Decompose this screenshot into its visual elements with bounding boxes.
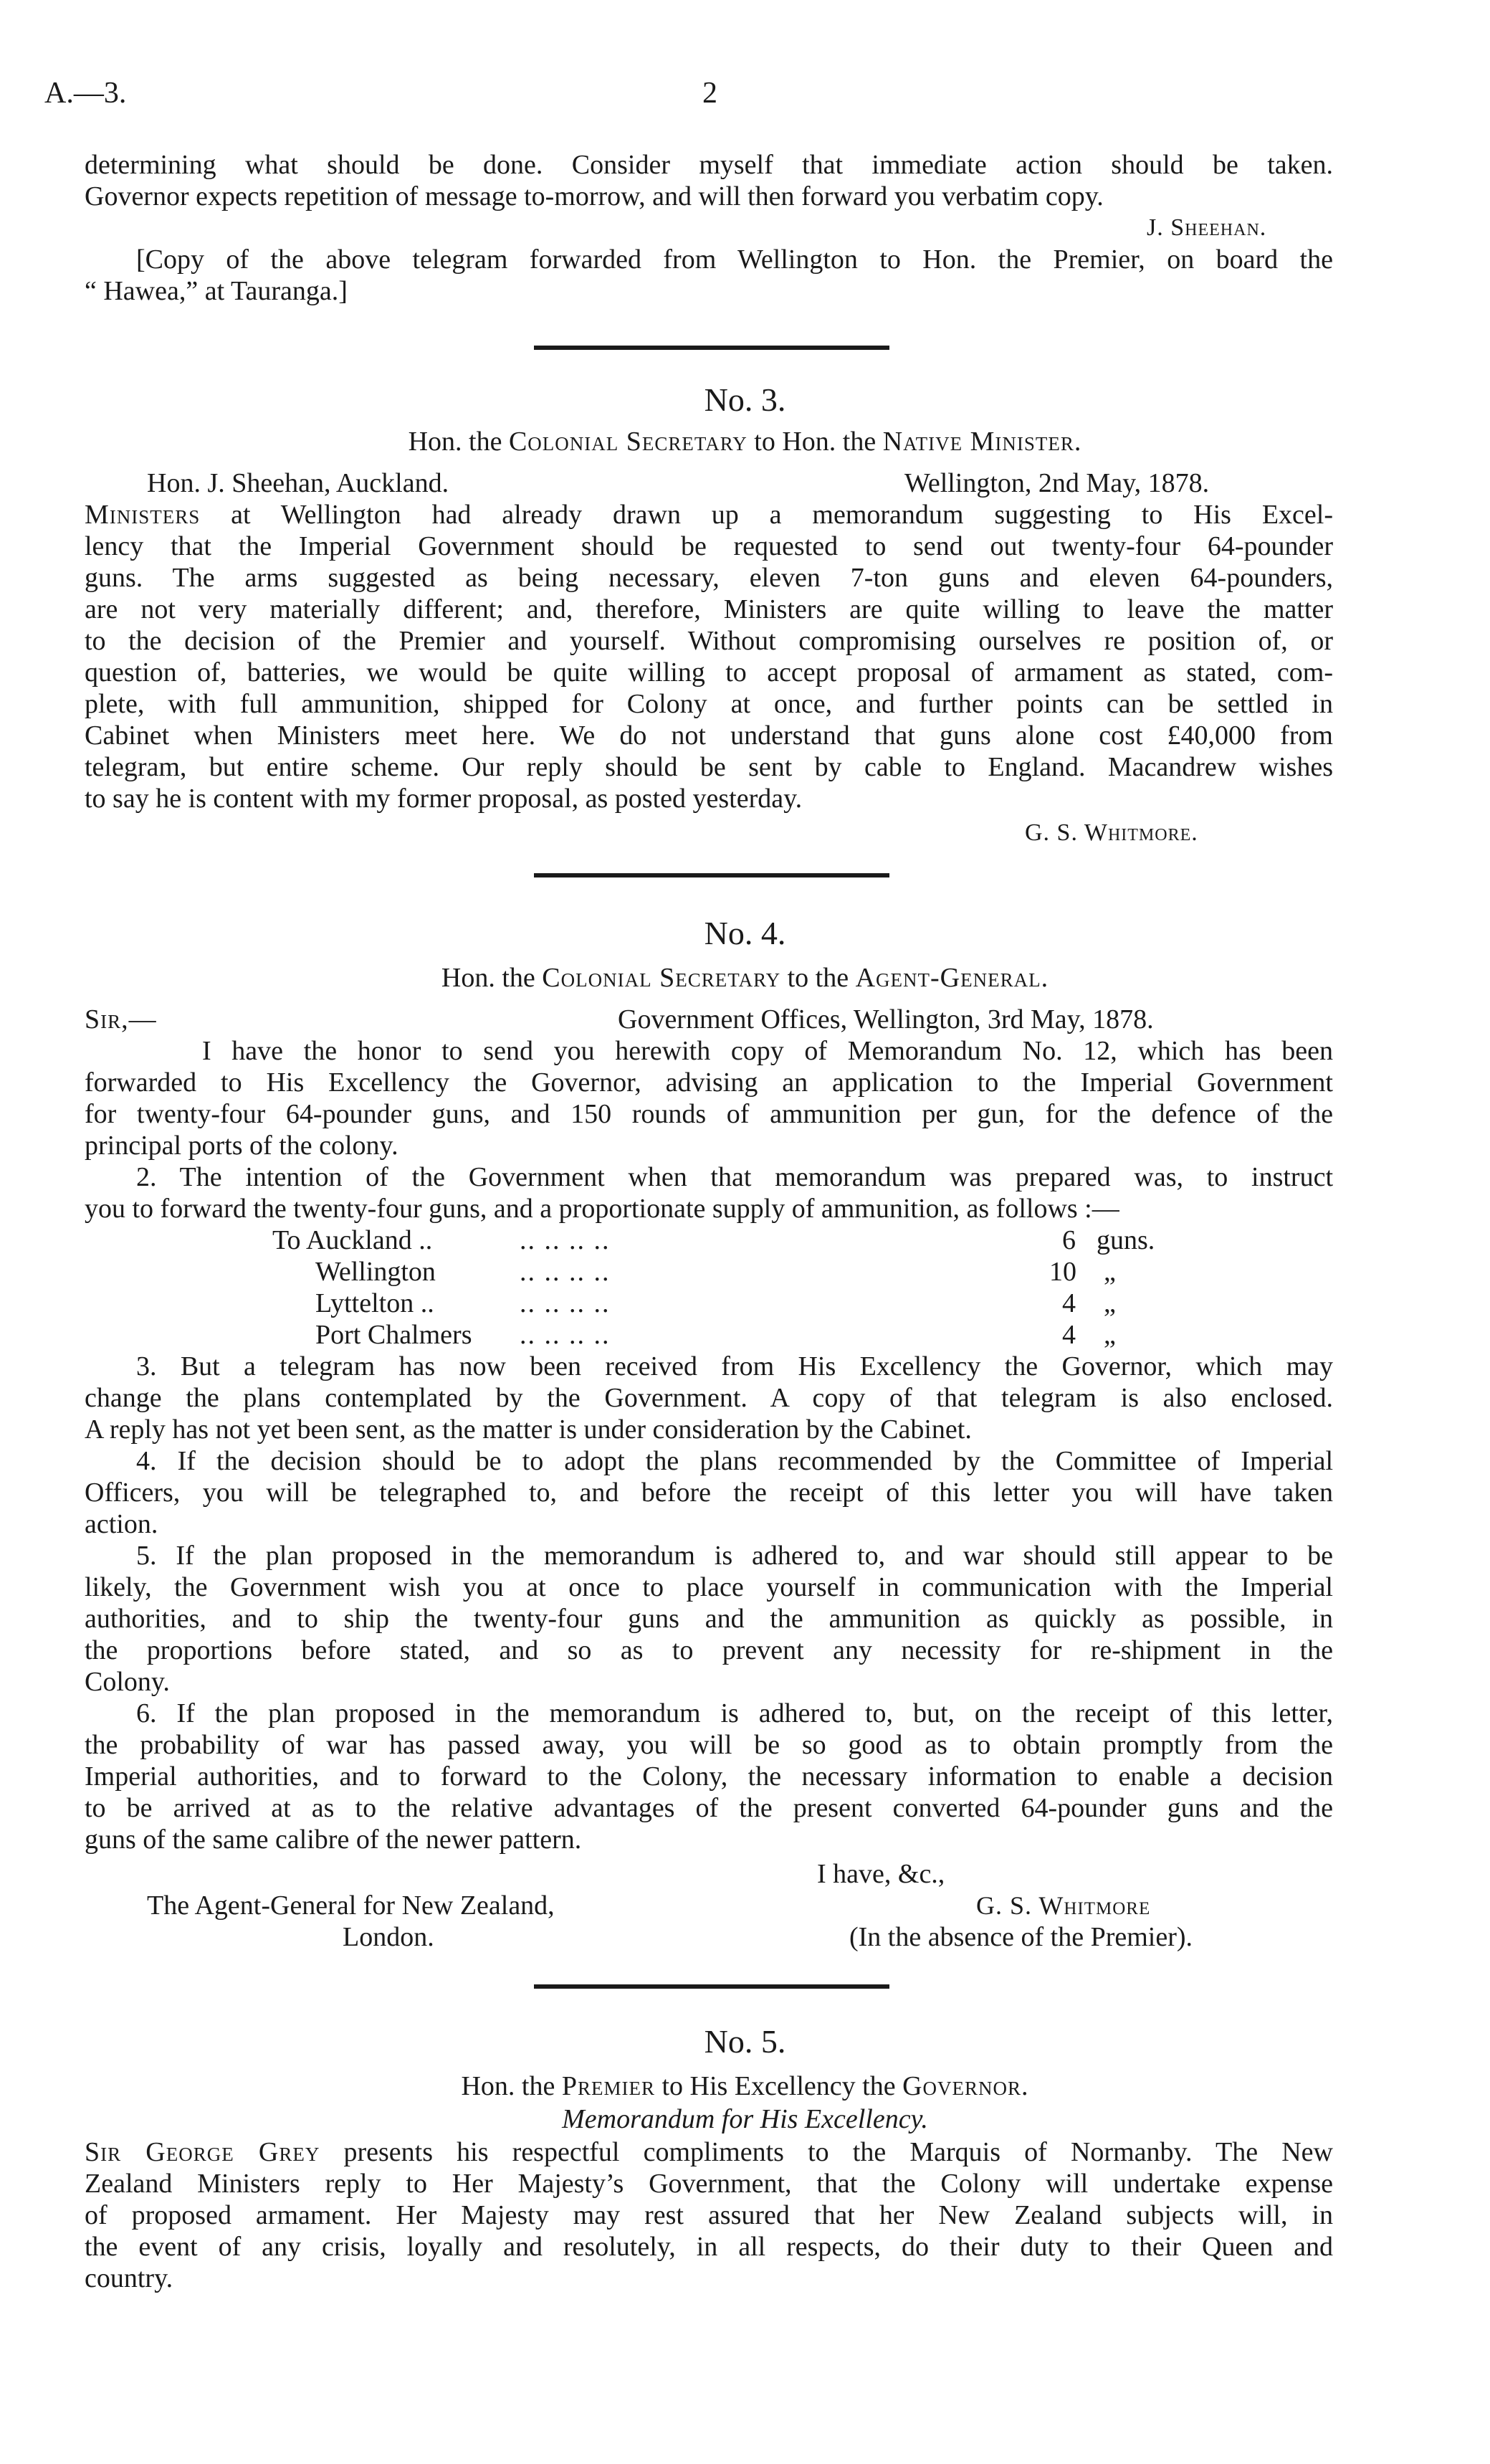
- leader-dots: .. .. .. ..: [520, 1288, 611, 1318]
- body-line: Ministers at Wellington had already drawn up a memorandum suggesting to His Excel-: [85, 500, 1333, 530]
- body-line: I have the honor to send you herewith copy of Memorandum No. 12, which has been: [202, 1036, 1333, 1066]
- body-line: Sir George Grey presents his respectful compliments to the Marquis of Normanby. The New: [85, 2137, 1333, 2167]
- body-line: 6. If the plan proposed in the memorandum is adhered to, but, on the receipt of this letter,: [136, 1698, 1333, 1728]
- place: Wellington: [315, 1257, 436, 1287]
- title-from: Premier: [561, 2071, 655, 2101]
- place: Lyttelton ..: [315, 1288, 434, 1318]
- place: Port Chalmers: [315, 1320, 472, 1350]
- body-line: Imperial authorities, and to forward to the Colony, the necessary information to enable a decision: [85, 1761, 1333, 1792]
- body-line: to be arrived at as to the relative advantages of the present converted 64-pounder guns and the: [85, 1793, 1333, 1823]
- body-line: Zealand Ministers reply to Her Majesty’s Government, that the Colony will undertake expense: [85, 2169, 1333, 2199]
- unit: „: [1104, 1257, 1116, 1287]
- section-divider: [534, 1984, 889, 1989]
- body-line: Officers, you will be telegraphed to, and before the receipt of this letter you will have taken: [85, 1478, 1333, 1508]
- body-line: principal ports of the colony.: [85, 1131, 398, 1161]
- recipient: The Agent-General for New Zealand,: [147, 1890, 555, 1921]
- body-line: guns. The arms suggested as being necessary, eleven 7-ton guns and eleven 64-pounders,: [85, 563, 1333, 593]
- unit: „: [1104, 1320, 1116, 1350]
- body-line: likely, the Government wish you at once to place yourself in communication with the Imperial: [85, 1572, 1333, 1602]
- body-line: A reply has not yet been sent, as the matter is under consideration by the Cabinet.: [85, 1414, 972, 1445]
- title-from: Colonial Secretary: [542, 963, 781, 993]
- dateline: Wellington, 2nd May, 1878.: [904, 468, 1210, 498]
- body-line: you to forward the twenty-four guns, and a proportionate supply of ammunition, as follows :—: [85, 1194, 1119, 1224]
- body-line: for twenty-four 64-pounder guns, and 150 rounds of ammunition per gun, for the defence of the: [85, 1099, 1333, 1129]
- body-line: to the decision of the Premier and yourself. Without compromising ourselves re position of, or: [85, 626, 1333, 656]
- section-title: [0, 2070, 1490, 2102]
- body-line: Colony.: [85, 1667, 170, 1697]
- body-line: of proposed armament. Her Majesty may rest assured that her New Zealand subjects will, in: [85, 2200, 1333, 2230]
- title-to: Agent-General.: [855, 963, 1049, 993]
- title-prefix: Hon. the: [461, 2071, 555, 2101]
- body-line: plete, with full ammunition, shipped for Colony at once, and further points can be settled in: [85, 689, 1333, 719]
- body-line: 2. The intention of the Government when that memorandum was prepared was, to instruct: [136, 1162, 1333, 1192]
- gun-count: 4: [1062, 1288, 1076, 1318]
- title-mid: to the: [787, 963, 849, 993]
- body-line: country.: [85, 2263, 173, 2293]
- unit: „: [1104, 1288, 1116, 1318]
- dateline: Government Offices, Wellington, 3rd May, 1878.: [618, 1004, 1154, 1034]
- section-number: No. 5.: [704, 2023, 786, 2060]
- signature: G. S. Whitmore.: [1025, 819, 1198, 846]
- first-words: Sir George Grey: [85, 2137, 320, 2167]
- body-line: forwarded to His Excellency the Governor, advising an application to the Imperial Government: [85, 1067, 1333, 1098]
- unit: guns.: [1097, 1225, 1155, 1255]
- intro-note-line: “ Hawea,” at Tauranga.]: [85, 276, 348, 306]
- body-line: 4. If the decision should be to adopt the plans recommended by the Committee of Imperial: [136, 1446, 1333, 1476]
- section-title: [0, 426, 1490, 457]
- gun-count: 6: [1062, 1225, 1076, 1255]
- document-reference: A.—3.: [44, 77, 127, 110]
- signature: J. Sheehan.: [1147, 214, 1267, 241]
- section-title: [0, 962, 1490, 994]
- body-line: the probability of war has passed away, you will be so good as to obtain promptly from the: [85, 1730, 1333, 1760]
- body-line: question of, batteries, we would be quite willing to accept proposal of armament as stated, com-: [85, 657, 1333, 688]
- section-number: No. 3.: [704, 381, 786, 418]
- intro-line: Governor expects repetition of message to-morrow, and will then forward you verbatim copy.: [85, 181, 1104, 211]
- recipient: London.: [343, 1922, 434, 1952]
- body-line: are not very materially different; and, therefore, Ministers are quite willing to leave the matter: [85, 594, 1333, 624]
- first-word: Ministers: [85, 500, 201, 530]
- title-mid: to Hon. the: [754, 427, 877, 457]
- title-from: Colonial Secretary: [508, 427, 748, 457]
- title-prefix: Hon. the: [408, 427, 502, 457]
- title-to: Native Minister.: [882, 427, 1082, 457]
- title-mid: to His Excellency the: [662, 2071, 896, 2101]
- place: To Auckland ..: [272, 1225, 433, 1255]
- title-to: Governor.: [902, 2071, 1029, 2101]
- body-line: lency that the Imperial Government should be requested to send out twenty-four 64-pounder: [85, 531, 1333, 561]
- addressee: Hon. J. Sheehan, Auckland.: [147, 468, 449, 498]
- body-line: the proportions before stated, and so as to prevent any necessity for re-shipment in the: [85, 1635, 1333, 1665]
- body-line: the event of any crisis, loyally and resolutely, in all respects, do their duty to their Queen and: [85, 2232, 1333, 2262]
- salutation: Sir,—: [85, 1004, 157, 1034]
- section-divider: [534, 873, 889, 877]
- gun-count: 10: [1049, 1257, 1076, 1287]
- page-number: 2: [702, 77, 717, 110]
- body-line: 5. If the plan proposed in the memorandum is adhered to, and war should still appear to be: [136, 1541, 1333, 1571]
- body-line: guns of the same calibre of the newer pattern.: [85, 1825, 582, 1855]
- signature-note: (In the absence of the Premier).: [849, 1922, 1193, 1952]
- body-line: 3. But a telegram has now been received from His Excellency the Governor, which may: [136, 1351, 1333, 1381]
- body-line: change the plans contemplated by the Government. A copy of that telegram is also enclosed.: [85, 1383, 1333, 1413]
- leader-dots: .. .. .. ..: [520, 1225, 611, 1255]
- leader-dots: .. .. .. ..: [520, 1257, 611, 1287]
- body-line: authorities, and to ship the twenty-four guns and the ammunition as quickly as possible, in: [85, 1604, 1333, 1634]
- signature: G. S. Whitmore: [976, 1891, 1151, 1920]
- section-number: No. 4.: [704, 915, 786, 951]
- intro-note-line: [Copy of the above telegram forwarded from Wellington to Hon. the Premier, on board the: [136, 244, 1333, 275]
- body-line: Cabinet when Ministers meet here. We do not understand that guns alone cost £40,000 from: [85, 720, 1333, 751]
- leader-dots: .. .. .. ..: [520, 1320, 611, 1350]
- section-divider: [534, 346, 889, 350]
- body-line: telegram, but entire scheme. Our reply should be sent by cable to England. Macandrew wishes: [85, 752, 1333, 782]
- intro-line: determining what should be done. Consider myself that immediate action should be taken.: [85, 150, 1333, 180]
- title-prefix: Hon. the: [441, 963, 535, 993]
- closing: I have, &c.,: [817, 1859, 945, 1889]
- memo-title: Memorandum for His Excellency.: [562, 2104, 928, 2134]
- body-line: to say he is content with my former proposal, as posted yesterday.: [85, 784, 803, 814]
- gun-count: 4: [1062, 1320, 1076, 1350]
- body-line: action.: [85, 1509, 158, 1539]
